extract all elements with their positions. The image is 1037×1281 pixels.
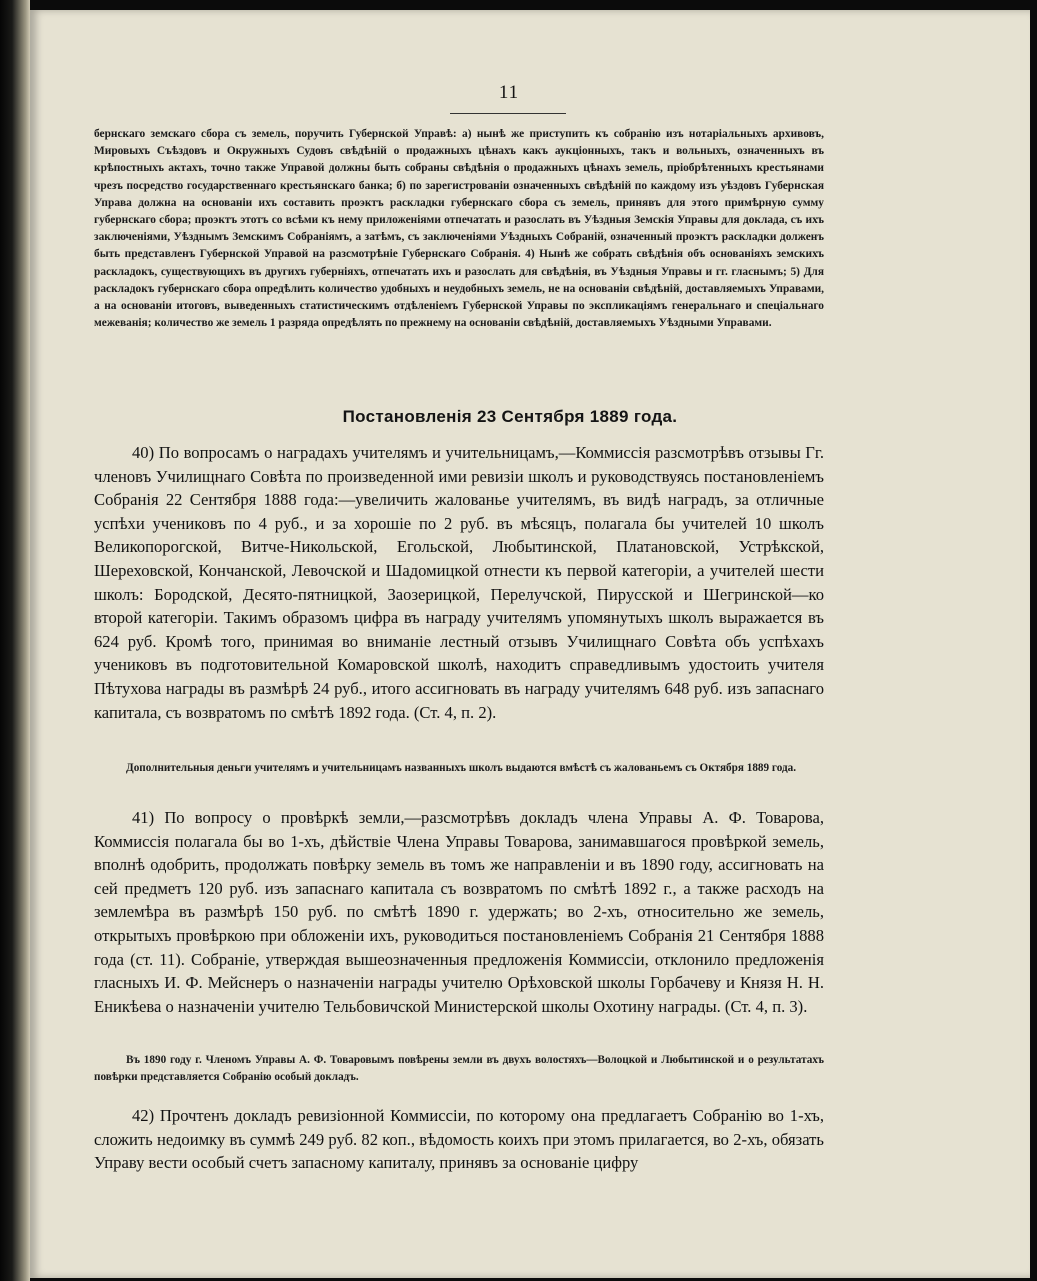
paragraph-41: 41) По вопросу о провѣркѣ земли,—разсмотрѣвъ докладъ члена Управы А. Ф. Товарова, Коммиссія полагала бы во 1-хъ, дѣйствіе Члена Управы Товарова, занимавшагося провѣркой земель, вполнѣ одобрить, продолжать повѣрку земель въ томъ же направленіи и въ 1890 году, ассигновать на сей предметъ 120 руб. изъ запаснаго капитала съ возвратомъ по смѣтѣ 1892 г., а также расходъ на землемѣра въ размѣрѣ 150 руб. по смѣтѣ 1890 г. удержать; во 2-хъ, относительно же земель, открытыхъ провѣркою при обложеніи ихъ, руководиться постановленіемъ Собранія 21 Сентября 1888 года (ст. 11). Собраніе, утверждая вышеозначенныя предложенія Коммиссіи, отклонило предложенія гласныхъ И. Ф. Мейснеръ о назначеніи награды учителю Орѣховской школы Горбачеву и Князя Н. Н. Еникѣева о назначеніи учителю Тельбовичской Министерской школы Охотину награды. (Ст. 4, п. 3). — [94, 808, 824, 1016]
book-binding-edge — [0, 0, 30, 1281]
note-41: Въ 1890 году г. Членомъ Управы А. Ф. Товаровымъ повѣрены земли въ двухъ волостяхъ—Волоцкой и Любытинской и о результатахъ повѣрки представляется Собранію особый докладъ. — [94, 1054, 824, 1083]
document-page — [30, 10, 1030, 1278]
paragraph-42: 42) Прочтенъ докладъ ревизіонной Коммиссіи, по которому она предлагаетъ Собранію во 1-хъ, сложить недоимку въ суммѣ 249 руб. 82 коп., вѣдомость коихъ при этомъ прилагается, во 2-хъ, обязать Управу вести особый счетъ запасному капиталу, принявъ за основаніе цифру — [94, 1106, 824, 1173]
paragraph-40: 40) По вопросамъ о наградахъ учителямъ и учительницамъ,—Коммиссія разсмотрѣвъ отзывы Гг. членовъ Училищнаго Совѣта по произведенной ими ревизіи школъ и руководствуясь постановленіемъ Собранія 22 Сентября 1888 года:—увеличить жалованье учителямъ, въ видѣ наградъ, за отличные успѣхи учениковъ по 4 руб., и за хорошіе по 2 руб. въ мѣсяцъ, полагала бы учителей 10 школъ Великопорогской, Витче-Никольской, Егольской, Любытинской, Платановской, Устрѣкской, Шереховской, Кончанской, Левочской и Шадомицкой отнести къ первой категоріи, а учителей шести школъ: Бородской, Десято-пятницкой, Заозерицкой, Перелучской, Пирусской и Шегринской—ко второй категоріи. Такимъ образомъ цифра въ награду учителямъ упомянутыхъ школъ выражается въ 624 руб. Кромѣ того, принимая во вниманіе лестный отзывъ Училищнаго Совѣта объ успѣхахъ учениковъ въ подготовительной Комаровской школѣ, находитъ справедливымъ удостоить учителя Пѣтухова награды въ размѣрѣ 24 руб., итого ассигновать въ награду учителямъ 648 руб. изъ запаснаго капитала, съ возвратомъ по смѣтѣ 1892 года. (Ст. 4, п. 2). — [94, 443, 824, 722]
page-number: 11 — [498, 82, 520, 103]
page-number-rule — [450, 113, 566, 114]
intro-paragraph: бернскаго земскаго сбора съ земель, поручить Губернской Управѣ: а) нынѣ же приступить къ собранію изъ нотаріальныхъ архивовъ, Мировыхъ Съѣздовъ и Окружныхъ Судовъ свѣдѣній о продажныхъ цѣнахъ какъ аукціонныхъ, такъ и вольныхъ, означенныхъ въ крѣпостныхъ актахъ, точно также Управой должны быть собраны свѣдѣнія о продажныхъ цѣнахъ земель, пріобрѣтенныхъ крестьянами чрезъ посредство государственнаго крестьянскаго банка; б) по зарегистрованіи означенныхъ свѣдѣній по каждому изъ уѣздовъ Губернская Управа должна на основаніи ихъ составить проэктъ раскладки губернскаго сбора съ земель, принявъ для этого примѣрную сумму губернскаго сбора; проэктъ этотъ со всѣми къ нему приложеніями отпечатать и разослать въ Уѣздныя Земскія Управы для доклада, съ ихъ заключеніями, Уѣзднымъ Земскимъ Собраніямъ, а затѣмъ, съ заключеніями Уѣздныхъ Собраній, означенный проэктъ раскладки долженъ быть представленъ Губернской Управой на разсмотрѣніе Губернскаго Собранія. 4) Нынѣ же собрать свѣдѣнія объ основаніяхъ земскихъ раскладокъ, существующихъ въ другихъ губерніяхъ, отпечатать ихъ и разослать для свѣдѣнія, въ Уѣздныя Управы и гг. гласнымъ; 5) Для раскладокъ губернскаго сбора опредѣлить количество удобныхъ и неудобныхъ земель, не на основаніи свѣдѣній, доставляемыхъ Управами, а на основаніи итоговъ, выведенныхъ статистическимъ отдѣленіемъ Губернской Управы по экспликаціямъ генеральнаго и спеціальнаго межеванія; количество же земель 1 разряда опредѣлять по прежнему на основаніи свѣдѣній, доставляемыхъ Уѣздными Управами. — [94, 128, 824, 330]
note-40: Дополнительныя деньги учителямъ и учительницамъ названныхъ школъ выдаются вмѣстѣ съ жалованьемъ съ Октября 1889 года. — [126, 762, 797, 774]
section-heading: Постановленія 23 Сентября 1889 года. — [342, 407, 678, 426]
